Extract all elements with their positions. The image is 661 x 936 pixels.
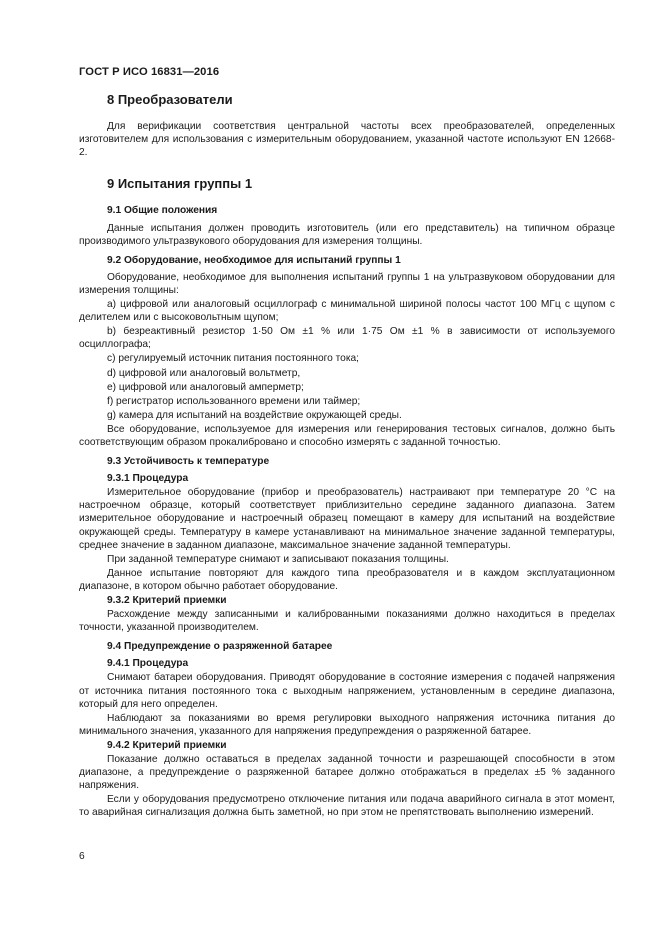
section-9-1-paragraph: Данные испытания должен проводить изготовитель (или его представитель) на типичном образце производимого ультразвукового оборудования для измерения толщины.: [79, 222, 615, 247]
section-9-4-1-paragraph: Наблюдают за показаниями во время регулировки выходного напряжения источника питания до минимального значения, указанного для напряжения предупреждения о разряженной батарее.: [79, 712, 615, 737]
section-9-title: 9 Испытания группы 1: [107, 176, 253, 192]
section-9-3-1-title: 9.3.1 Процедура: [107, 473, 189, 485]
equipment-list-item: а) цифровой или аналоговый осциллограф с минимальной шириной полосы частот 100 МГц с щупом с делителем или с высоковольтным щупом;: [79, 299, 615, 324]
section-9-2-intro: Оборудование, необходимое для выполнения испытаний группы 1 на ультразвуковом оборудовании для измерения толщины:: [79, 271, 615, 296]
section-9-2-outro: Все оборудование, используемое для измерения или генерирования тестовых сигналов, должно быть соответствующим образом прокалибровано и способно измерять с заданной точностью.: [79, 423, 615, 448]
page-number: 6: [79, 851, 85, 862]
section-9-4-1-title: 9.4.1 Процедура: [107, 658, 189, 670]
document-header: ГОСТ Р ИСО 16831—2016: [79, 66, 220, 78]
section-9-3-1-paragraph: При заданной температуре снимают и записывают показания толщины.: [107, 553, 449, 565]
section-9-4-2-paragraph: Показание должно оставаться в пределах заданной точности и разрешающей способности в этом диапазоне, а предупреждение о разряженной батарее должно отображаться в пределах ±5 % заданного напряжения.: [79, 754, 615, 792]
equipment-list-item: с) регулируемый источник питания постоянного тока;: [107, 353, 359, 365]
section-9-3-title: 9.3 Устойчивость к температуре: [107, 456, 270, 468]
section-9-3-2-paragraph: Расхождение между записанными и калиброванными показаниями должно находиться в пределах точности, указанной производителем.: [79, 609, 615, 634]
section-9-4-1-paragraph: Снимают батареи оборудования. Приводят оборудование в состояние измерения с подачей напряжения от источника питания постоянного тока с выходным напряжением, установленным в середине диапазона, который для него определен.: [79, 672, 615, 710]
document-body: [79, 93, 615, 821]
equipment-list-item: g) камера для испытаний на воздействие окружающей среды.: [107, 409, 402, 421]
section-9-3-1-paragraph: Данное испытание повторяют для каждого типа преобразователя и в каждом эксплуатационном диапазоне, в котором обычно работает оборудование.: [79, 567, 615, 592]
section-9-4-title: 9.4 Предупреждение о разряженной батарее: [107, 641, 333, 653]
section-8-title: 8 Преобразователи: [107, 92, 233, 107]
section-9-4-2-title: 9.4.2 Критерий приемки: [107, 739, 227, 751]
equipment-list-item: d) цифровой или аналоговый вольтметр,: [107, 367, 301, 379]
section-8-paragraph: Для верификации соответствия центральной частоты всех преобразователей, определенных изготовителем для использования с измерительным оборудованием, указанной частоте используют EN 12668-2.: [79, 121, 615, 159]
section-9-4-2-paragraph: Если у оборудования предусмотрено отключение питания или подача аварийного сигнала в этот момент, то аварийная сигнализация должна быть заметной, но при этом не препятствовать выполнению измерений.: [79, 794, 615, 819]
section-9-3-1-paragraph: Измерительное оборудование (прибор и преобразователь) настраивают при температуре 20 °С на настроечном образце, который соответствует приблизительно середине заданного диапазона. Затем измерительное оборудование и настроечный образец помещают в камеру для испытаний на воздействие окружающей среды. Температуру в камере устанавливают на минимальное значение заданной температуры, среднее значение в заданном диапазоне, максимальное значение заданной температуры.: [79, 487, 615, 551]
section-9-2-title: 9.2 Оборудование, необходимое для испытаний группы 1: [107, 254, 401, 266]
section-9-1-title: 9.1 Общие положения: [107, 205, 218, 217]
equipment-list-item: b) безреактивный резистор 1·50 Ом ±1 % или 1·75 Ом ±1 % в зависимости от используемого осциллографа;: [79, 326, 615, 351]
equipment-list-item: f) регистратор использованного времени или таймер;: [107, 395, 361, 407]
equipment-list-item: е) цифровой или аналоговый амперметр;: [107, 381, 304, 393]
section-9-3-2-title: 9.3.2 Критерий приемки: [107, 595, 227, 606]
